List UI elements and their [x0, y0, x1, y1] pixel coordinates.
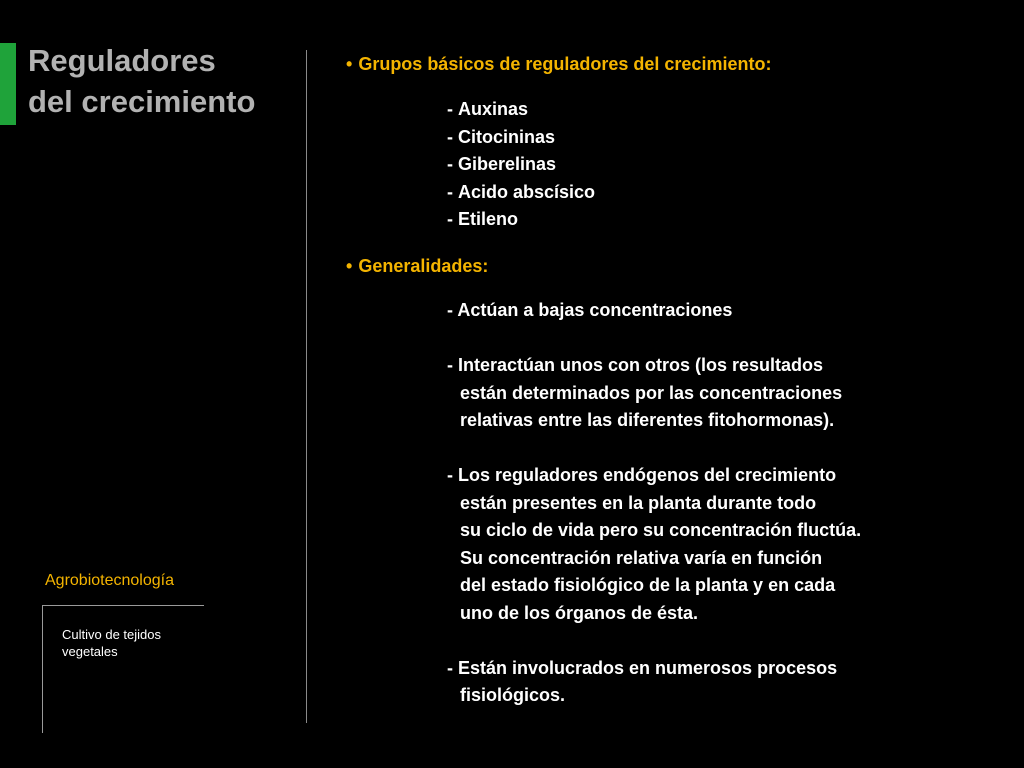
list-item — [447, 352, 1007, 435]
general-heading — [346, 255, 488, 277]
point-line: están presentes en la planta durante todo — [460, 492, 817, 513]
groups-heading-text: Grupos básicos de reguladores del crecimiento: — [358, 54, 772, 74]
general-points-list — [447, 297, 1007, 737]
list-item — [447, 655, 1007, 710]
point-line: relativas entre las diferentes fitohormonas). — [460, 410, 835, 430]
list-item — [447, 206, 595, 234]
subject-line-1: Cultivo de tejidos — [62, 627, 161, 642]
bullet-icon: • — [346, 54, 353, 74]
point-line: - Están involucrados en numerosos procesos — [447, 657, 838, 678]
footer-rule-vertical — [42, 605, 43, 733]
point-line: fisiológicos. — [460, 685, 566, 705]
dash-marker: - — [447, 209, 453, 229]
point-line: - Actúan a bajas concentraciones — [447, 300, 733, 320]
point-line: Su concentración relativa varía en función — [460, 547, 823, 568]
dash-marker: - — [447, 126, 453, 147]
slide-title-line-1: Reguladores — [28, 43, 216, 78]
course-name: Agrobiotecnología — [45, 572, 174, 589]
point-line: uno de los órganos de ésta. — [460, 602, 699, 623]
general-heading-text: Generalidades: — [358, 256, 489, 276]
list-item — [447, 297, 1007, 325]
subject-name — [62, 626, 202, 660]
hormone-group-list — [447, 96, 595, 234]
point-line: - Interactúan unos con otros (los resultados — [447, 355, 824, 375]
list-item — [447, 179, 595, 207]
dash-marker: - — [447, 99, 453, 119]
slide-title — [28, 40, 298, 122]
hormone-name: Acido abscísico — [458, 181, 596, 202]
point-line: - Los reguladores endógenos del crecimiento — [447, 465, 837, 485]
point-line: del estado fisiológico de la planta y en cada — [460, 575, 836, 595]
bullet-icon: • — [346, 256, 353, 276]
point-line: están determinados por las concentraciones — [460, 382, 843, 403]
hormone-name: Auxinas — [458, 99, 529, 119]
title-accent-bar — [0, 43, 16, 125]
groups-heading — [346, 53, 771, 75]
hormone-name: Citocininas — [458, 126, 556, 147]
footer-rule-horizontal — [42, 605, 204, 606]
slide-title-line-2: del crecimiento — [28, 84, 256, 119]
dash-marker: - — [447, 181, 453, 202]
list-item — [447, 96, 595, 124]
hormone-name: Giberelinas — [458, 154, 557, 174]
point-line: su ciclo de vida pero su concentración fluctúa. — [460, 520, 862, 540]
vertical-divider — [306, 50, 307, 723]
list-item — [447, 151, 595, 179]
list-item — [447, 462, 1007, 627]
subject-line-2: vegetales — [62, 644, 118, 659]
list-item — [447, 124, 595, 152]
hormone-name: Etileno — [458, 209, 519, 229]
dash-marker: - — [447, 154, 453, 174]
